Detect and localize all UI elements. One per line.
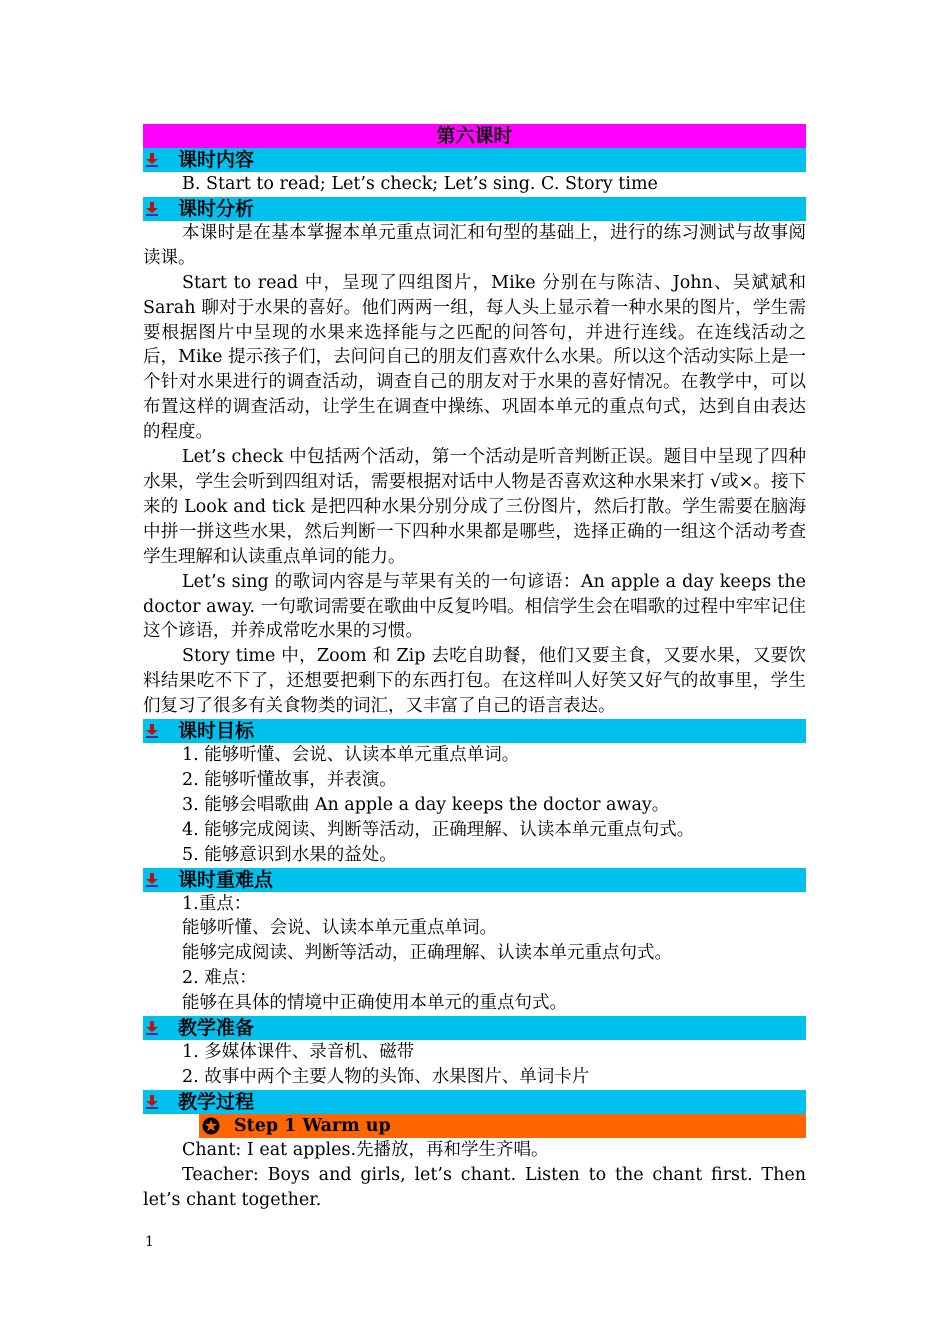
section-heading: 教学过程 [178,1090,255,1113]
section-header-analysis [143,197,806,221]
download-arrow-icon [145,724,159,738]
keypoint-line: 能够听懂、会说、认读本单元重点单词。 [182,918,497,939]
section-header-process [143,1090,806,1114]
star-circle-icon [202,1117,220,1135]
download-arrow-icon [145,873,159,887]
analysis-paragraph: 本课时是在基本掌握本单元重点词汇和句型的基础上，进行的练习测试与故事阅读课。 [143,222,806,268]
prep-item: 2. 故事中两个主要人物的头饰、水果图片、单词卡片 [182,1067,590,1087]
section-header-prep [143,1016,806,1040]
download-arrow-icon [145,1021,159,1035]
download-arrow-icon [145,202,159,216]
step-header [199,1114,806,1138]
analysis-paragraph: Story time 中，Zoom 和 Zip 去吃自助餐，他们又要主食，又要水果，又要饮料结果吃不下了，还想要把剩下的东西打包。在这样叫人好笑又好气的故事里，学生们复习了很多有关食物类的词汇，又丰富了自己的语言表达。 [143,646,806,717]
step-label: Step 1 Warm up [234,1115,391,1136]
prep-item: 1. 多媒体课件、录音机、磁带 [182,1042,415,1063]
goal-item: 3. 能够会唱歌曲 An apple a day keeps the doctor away。 [182,794,670,815]
section-heading: 课时内容 [178,149,255,171]
goal-item: 5. 能够意识到水果的益处。 [182,844,397,865]
section-heading: 课时分析 [178,197,255,220]
section-header-goals [143,719,806,743]
section-heading: 课时目标 [178,720,255,743]
page-number: 1 [145,1234,154,1250]
keypoint-line: 能够在具体的情境中正确使用本单元的重点句式。 [182,993,567,1014]
lesson-plan [143,124,806,1213]
process-line: Teacher: Boys and girls, let’s chant. Listen to the chant first. Then let’s chant together. [143,1164,806,1210]
analysis-paragraph: Let’s check 中包括两个活动，第一个活动是听音判断正误。题目中呈现了四种水果，学生会听到四组对话，需要根据对话中人物是否喜欢这种水果来打 √或×。接下来的 Look and tick 是把四种水果分别分成了三份图片，然后打散。学生需要在脑海中拼一拼这些水果，然后判断一下四种水果都是哪些，选择正确的一组这个活动考查学生理解和认读重点单词的能力。 [143,447,806,567]
section-header-content [143,148,806,172]
download-arrow-icon [145,153,159,167]
analysis-paragraph: Let’s sing 的歌词内容是与苹果有关的一句谚语：An apple a day keeps the doctor away. 一句歌词需要在歌曲中反复吟唱。相信学生会在唱歌的过程中牢牢记住这个谚语，并养成常吃水果的习惯。 [143,571,806,642]
content-text: B. Start to read; Let’s check; Let’s sing. C. Story time [182,174,658,194]
process-line: Chant: I eat apples.先播放，再和学生齐唱。 [182,1139,549,1160]
download-arrow-icon [145,1095,159,1109]
page-title: 第六课时 [143,124,806,148]
section-heading: 课时重难点 [178,868,274,891]
keypoint-line: 能够完成阅读、判断等活动，正确理解、认读本单元重点句式。 [182,943,672,964]
keypoint-line: 1.重点： [182,893,252,914]
section-heading: 教学准备 [178,1017,255,1040]
goal-item: 1. 能够听懂、会说、认读本单元重点单词。 [182,745,520,766]
keypoint-line: 2. 难点： [182,968,257,989]
analysis-paragraph: Start to read 中，呈现了四组图片，Mike 分别在与陈洁、John、吴斌斌和 Sarah 聊对于水果的喜好。他们两两一组，每人头上显示着一种水果的图片，学生需要根据图片中呈现的水果来选择能与之匹配的问答句，并进行连线。在连线活动之后，Mike 提示孩子们，去问问自己的朋友们喜欢什么水果。所以这个活动实际上是一个针对水果进行的调查活动，调查自己的朋友对于水果的喜好情况。在教学中，可以布置这样的调查活动，让学生在调查中操练、巩固本单元的重点句式，达到自由表达的程度。 [143,272,806,443]
goal-item: 2. 能够听懂故事，并表演。 [182,769,397,790]
goal-item: 4. 能够完成阅读、判断等活动，正确理解、认读本单元重点句式。 [182,819,695,840]
section-header-keypoints [143,868,806,892]
